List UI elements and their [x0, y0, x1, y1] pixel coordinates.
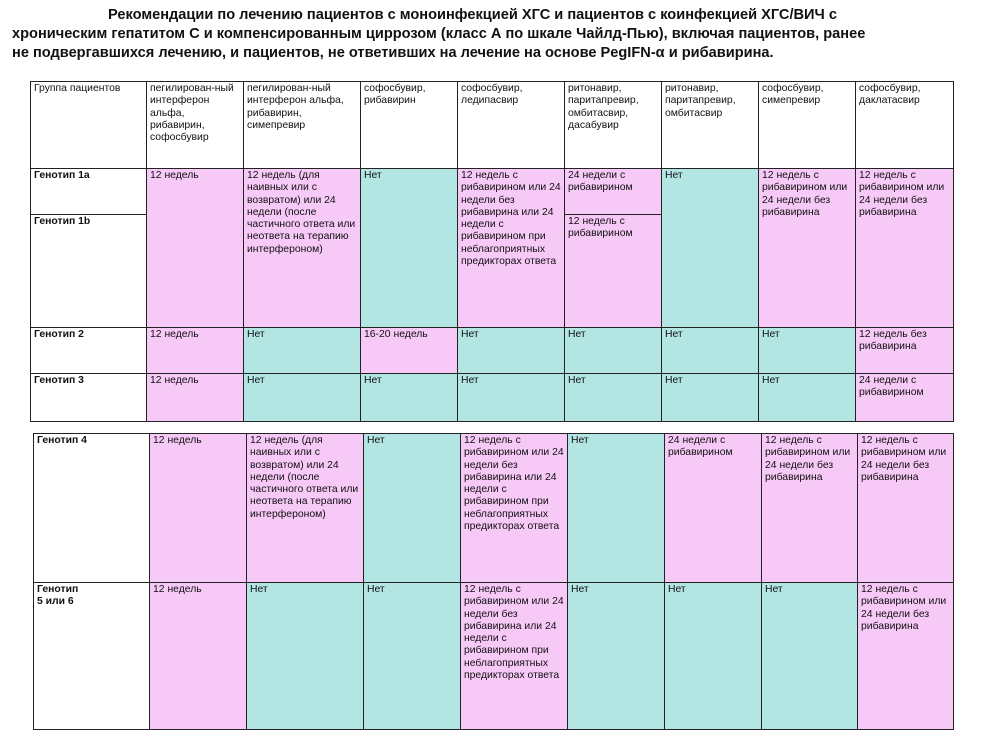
table-row-genotype-3 [31, 374, 954, 422]
cell-g1b-c5: 12 недель с рибавирином [565, 215, 662, 328]
header-group: Группа пациентов [31, 82, 147, 169]
cell-g4-c4: 12 недель с рибавирином или 24 недели без рибавирина или 24 недели с рибавирином при неблагоприятных предикторах ответа [461, 434, 568, 583]
table-row-genotype-5-6 [34, 583, 954, 730]
cell-g56-c2: Нет [247, 583, 364, 730]
cell-g4-c6: 24 недели с рибавирином [665, 434, 762, 583]
cell-g4-c1: 12 недель [150, 434, 247, 583]
cell-g2-c4: Нет [458, 328, 565, 374]
cell-g2-c2: Нет [244, 328, 361, 374]
header-col-7: софосбувир, симепревир [759, 82, 856, 169]
header-col-1: пегилирован-ный интерферон альфа, рибавирин, софосбувир [147, 82, 244, 169]
cell-g56-c8: 12 недель с рибавирином или 24 недели без рибавирина [858, 583, 954, 730]
table-row-genotype-4 [34, 434, 954, 583]
cell-g2-c8: 12 недель без рибавирина [856, 328, 954, 374]
cell-g3-c3: Нет [361, 374, 458, 422]
row-label-genotype-5-6-line-1: Генотип [37, 584, 79, 595]
cell-g2-c3: 16-20 недель [361, 328, 458, 374]
cell-g1-c8: 12 недель с рибавирином или 24 недели без рибавирина [856, 169, 954, 328]
page-title [0, 6, 986, 63]
cell-g3-c5: Нет [565, 374, 662, 422]
header-row [31, 82, 954, 169]
header-col-8: софосбувир, даклатасвир [856, 82, 954, 169]
cell-g2-c1: 12 недель [147, 328, 244, 374]
table-row-genotype-2 [31, 328, 954, 374]
cell-g1-c2: 12 недель (для наивных или с возвратом) или 24 недели (после частичного ответа или неответа на терапию интерфероном) [244, 169, 361, 328]
header-col-4: софосбувир, ледипасвир [458, 82, 565, 169]
cell-g2-c5: Нет [565, 328, 662, 374]
cell-g4-c3: Нет [364, 434, 461, 583]
cell-g56-c4: 12 недель с рибавирином или 24 недели без рибавирина или 24 недели с рибавирином при неблагоприятных предикторах ответа [461, 583, 568, 730]
row-label-genotype-1a: Генотип 1а [31, 169, 147, 215]
cell-g2-c6: Нет [662, 328, 759, 374]
table-row-genotype-1a [31, 169, 954, 215]
cell-g4-c7: 12 недель с рибавирином или 24 недели без рибавирина [762, 434, 858, 583]
cell-g1a-c5: 24 недели с рибавирином [565, 169, 662, 215]
cell-g3-c6: Нет [662, 374, 759, 422]
row-label-genotype-4: Генотип 4 [34, 434, 150, 583]
cell-g3-c7: Нет [759, 374, 856, 422]
title-line-2: хроническим гепатитом С и компенсированным циррозом (класс А по шкале Чайлд-Пью), включая пациентов, ранее [12, 26, 866, 42]
cell-g56-c3: Нет [364, 583, 461, 730]
treatment-table-bottom [33, 433, 954, 730]
cell-g3-c2: Нет [244, 374, 361, 422]
cell-g56-c7: Нет [762, 583, 858, 730]
row-label-genotype-5-6-line-2: 5 или 6 [37, 596, 74, 608]
header-col-3: софосбувир, рибавирин [361, 82, 458, 169]
cell-g1-c4: 12 недель с рибавирином или 24 недели без рибавирина или 24 недели с рибавирином при неблагоприятных предикторах ответа [458, 169, 565, 328]
cell-g1-c1: 12 недель [147, 169, 244, 328]
cell-g3-c4: Нет [458, 374, 565, 422]
cell-g56-c5: Нет [568, 583, 665, 730]
row-label-genotype-5-6 [34, 583, 150, 730]
treatment-table-top [30, 81, 954, 422]
cell-g4-c5: Нет [568, 434, 665, 583]
cell-g56-c6: Нет [665, 583, 762, 730]
title-line-3: не подвергавшихся лечению, и пациентов, не ответивших на лечение на основе PegIFN-α и рибавирина. [12, 45, 774, 61]
cell-g1-c6: Нет [662, 169, 759, 328]
cell-g1-c3: Нет [361, 169, 458, 328]
title-line-1: Рекомендации по лечению пациентов с моноинфекцией ХГС и пациентов с коинфекцией ХГС/ВИЧ с [108, 7, 837, 23]
cell-g2-c7: Нет [759, 328, 856, 374]
cell-g1-c7: 12 недель с рибавирином или 24 недели без рибавирина [759, 169, 856, 328]
cell-g3-c8: 24 недели с рибавирином [856, 374, 954, 422]
row-label-genotype-3: Генотип 3 [31, 374, 147, 422]
cell-g56-c1: 12 недель [150, 583, 247, 730]
header-col-5: ритонавир, паритапревир, омбитасвир, дасабувир [565, 82, 662, 169]
row-label-genotype-1b: Генотип 1b [31, 215, 147, 328]
row-label-genotype-2: Генотип 2 [31, 328, 147, 374]
cell-g4-c8: 12 недель с рибавирином или 24 недели без рибавирина [858, 434, 954, 583]
cell-g4-c2: 12 недель (для наивных или с возвратом) или 24 недели (после частичного ответа или неответа на терапию интерфероном) [247, 434, 364, 583]
header-col-6: ритонавир, паритапревир, омбитасвир [662, 82, 759, 169]
cell-g3-c1: 12 недель [147, 374, 244, 422]
header-col-2: пегилирован-ный интерферон альфа, рибавирин, симепревир [244, 82, 361, 169]
